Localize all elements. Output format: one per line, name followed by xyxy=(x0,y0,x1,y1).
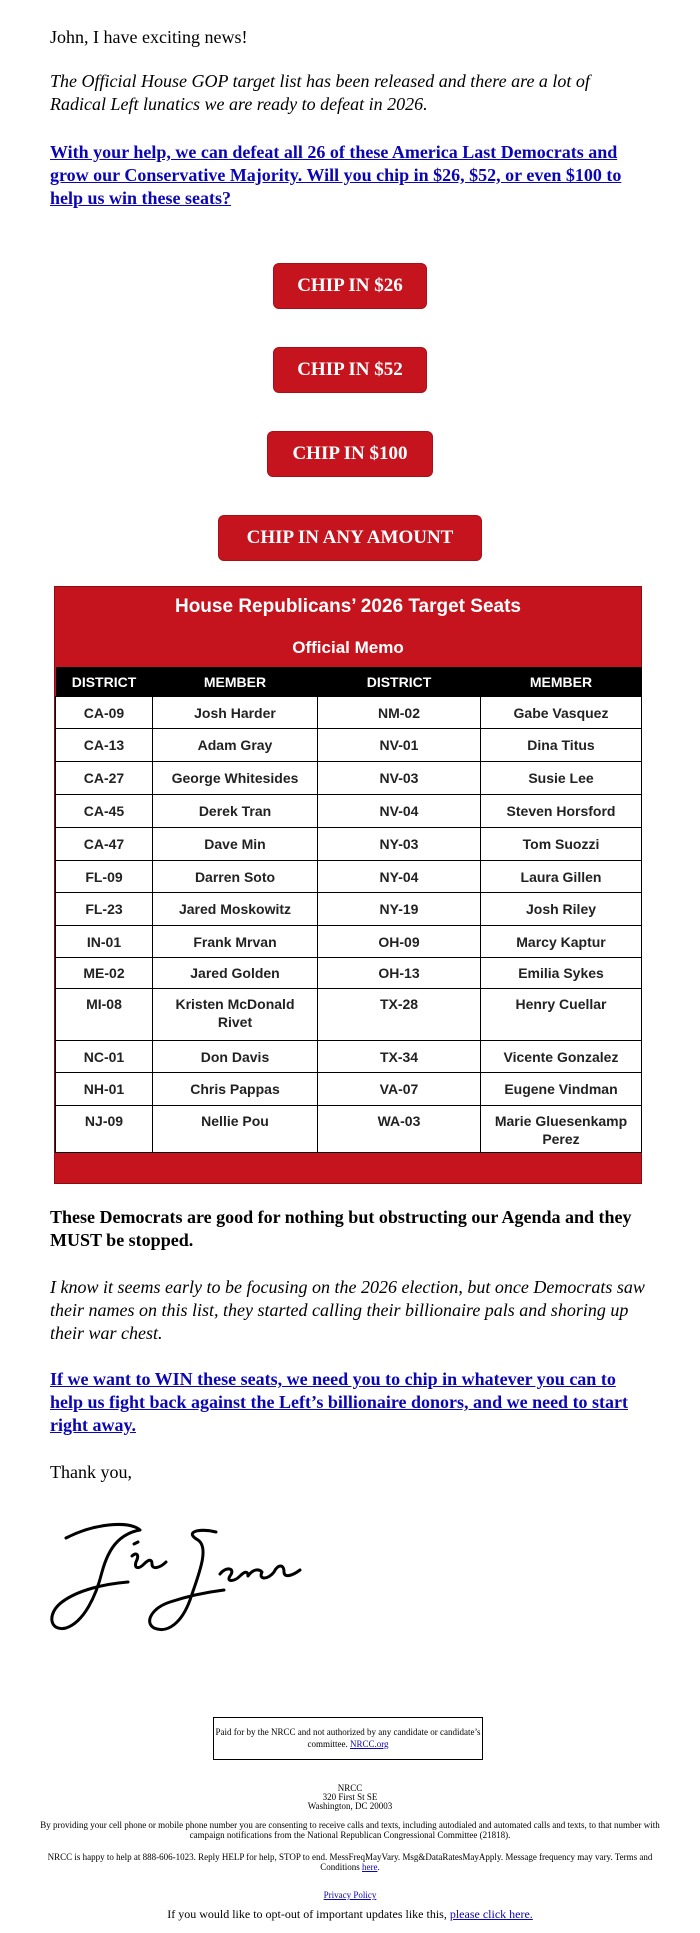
footer-privacy xyxy=(40,1890,660,1900)
table-row xyxy=(56,1106,642,1153)
district-cell: TX-34 xyxy=(318,1041,481,1073)
target-seats-table xyxy=(55,667,642,1153)
district-cell: FL-09 xyxy=(56,861,153,893)
greeting: John, I have exciting news! xyxy=(50,27,248,47)
member-cell: Jared Moskowitz xyxy=(153,893,318,926)
member-cell: Vicente Gonzalez xyxy=(481,1041,642,1073)
member-cell: Marie Gluesenkamp Perez xyxy=(481,1106,642,1153)
member-cell: Frank Mrvan xyxy=(153,926,318,958)
district-cell: NY-19 xyxy=(318,893,481,926)
paid-for-text: Paid for by the NRCC and not authorized by any candidate or candidate’s committee. xyxy=(215,1727,481,1749)
intro-paragraph: The Official House GOP target list has been released and there are a lot of Radical Left lunatics we are ready to defeat in 2026. xyxy=(50,71,590,114)
member-cell: Chris Pappas xyxy=(153,1073,318,1106)
district-cell: NY-04 xyxy=(318,861,481,893)
terms-link[interactable]: here xyxy=(362,1862,378,1872)
footer-optout xyxy=(40,1907,660,1921)
table-row xyxy=(56,1041,642,1073)
district-cell: NM-02 xyxy=(318,697,481,729)
table-row xyxy=(56,795,642,828)
paid-for-disclaimer xyxy=(213,1717,483,1760)
column-header: DISTRICT xyxy=(56,667,153,697)
optout-link[interactable]: please click here. xyxy=(449,1907,533,1921)
district-cell: OH-09 xyxy=(318,926,481,958)
district-cell: NY-03 xyxy=(318,828,481,861)
graphic-subtitle: Official Memo xyxy=(292,638,404,657)
member-cell: Susie Lee xyxy=(481,762,642,795)
table-header-row xyxy=(56,667,642,697)
member-cell: Tom Suozzi xyxy=(481,828,642,861)
district-cell: NJ-09 xyxy=(56,1106,153,1153)
table-row xyxy=(56,989,642,1041)
member-cell: Don Davis xyxy=(153,1041,318,1073)
district-cell: TX-28 xyxy=(318,989,481,1041)
member-cell: Gabe Vasquez xyxy=(481,697,642,729)
graphic-title: House Republicans’ 2026 Target Seats xyxy=(174,596,521,617)
district-cell: FL-23 xyxy=(56,893,153,926)
footer-help: NRCC is happy to help at 888-606-1023. Reply HELP for help, STOP to end. MessFreqMayVary. Msg&DataRatesMayApply. Message frequency may vary. Terms and Conditions here. xyxy=(47,1852,653,1872)
statement-paragraph: These Democrats are good for nothing but obstructing our Agenda and they MUST be stopped. xyxy=(50,1207,632,1250)
district-cell: NV-01 xyxy=(318,729,481,762)
table-row xyxy=(56,828,642,861)
member-cell: Nellie Pou xyxy=(153,1106,318,1153)
column-header: MEMBER xyxy=(481,667,642,697)
footer-org: NRCC xyxy=(337,1783,363,1793)
district-cell: OH-13 xyxy=(318,958,481,989)
member-cell: Eugene Vindman xyxy=(481,1073,642,1106)
signoff: Thank you, xyxy=(50,1462,132,1482)
table-row xyxy=(56,958,642,989)
district-cell: ME-02 xyxy=(56,958,153,989)
closing-appeal-paragraph xyxy=(50,1368,650,1437)
column-header: DISTRICT xyxy=(318,667,481,697)
footer-city: Washington, DC 20003 xyxy=(307,1801,393,1811)
privacy-policy-link[interactable]: Privacy Policy xyxy=(323,1890,377,1900)
table-row xyxy=(56,926,642,958)
nrcc-org-link[interactable]: NRCC.org xyxy=(349,1739,389,1749)
district-cell: CA-45 xyxy=(56,795,153,828)
optout-text: If you would like to opt-out of important updates like this, xyxy=(167,1907,447,1921)
district-cell: CA-13 xyxy=(56,729,153,762)
appeal-paragraph xyxy=(50,141,650,210)
table-row xyxy=(56,697,642,729)
district-cell: WA-03 xyxy=(318,1106,481,1153)
member-cell: Jared Golden xyxy=(153,958,318,989)
member-cell: Laura Gillen xyxy=(481,861,642,893)
district-cell: NC-01 xyxy=(56,1041,153,1073)
signature-image xyxy=(48,1510,308,1640)
district-cell: NV-04 xyxy=(318,795,481,828)
member-cell: Josh Harder xyxy=(153,697,318,729)
table-row xyxy=(56,1073,642,1106)
election-paragraph: I know it seems early to be focusing on the 2026 election, but once Democrats saw their names on this list, they started calling their billionaire pals and shoring up their war chest. xyxy=(50,1277,645,1343)
member-cell: Adam Gray xyxy=(153,729,318,762)
member-cell: George Whitesides xyxy=(153,762,318,795)
chip-in-26-button[interactable]: CHIP IN $26 xyxy=(274,264,426,308)
member-cell: Kristen McDonald Rivet xyxy=(153,989,318,1041)
column-header: MEMBER xyxy=(153,667,318,697)
footer-consent: By providing your cell phone or mobile phone number you are consenting to receive calls and texts, including autodialed and automated calls and texts, to that number with campaign notifications from the National Republican Congressional Committee (21818). xyxy=(40,1820,660,1840)
district-cell: VA-07 xyxy=(318,1073,481,1106)
table-row xyxy=(56,762,642,795)
member-cell: Dave Min xyxy=(153,828,318,861)
member-cell: Darren Soto xyxy=(153,861,318,893)
district-cell: CA-27 xyxy=(56,762,153,795)
district-cell: MI-08 xyxy=(56,989,153,1041)
district-cell: CA-47 xyxy=(56,828,153,861)
table-row xyxy=(56,729,642,762)
district-cell: CA-09 xyxy=(56,697,153,729)
member-cell: Derek Tran xyxy=(153,795,318,828)
member-cell: Henry Cuellar xyxy=(481,989,642,1041)
member-cell: Josh Riley xyxy=(481,893,642,926)
district-cell: IN-01 xyxy=(56,926,153,958)
appeal-donate-link[interactable]: With your help, we can defeat all 26 of these America Last Democrats and grow our Conservative Majority. Will you chip in $26, $52, or even $100 to help us win these seats? xyxy=(50,142,622,208)
member-cell: Dina Titus xyxy=(481,729,642,762)
target-seats-graphic[interactable] xyxy=(54,586,642,1184)
member-cell: Steven Horsford xyxy=(481,795,642,828)
district-cell: NV-03 xyxy=(318,762,481,795)
table-row xyxy=(56,861,642,893)
district-cell: NH-01 xyxy=(56,1073,153,1106)
footer-street: 320 First St SE xyxy=(322,1792,378,1802)
chip-in-any-amount-button[interactable]: CHIP IN ANY AMOUNT xyxy=(219,516,481,560)
footer-help-text: NRCC is happy to help at 888-606-1023. Reply HELP for help, STOP to end. MessFreqMayVary. Msg&DataRatesMayApply. Message frequency may vary. Terms and Conditions xyxy=(47,1852,653,1872)
table-row xyxy=(56,893,642,926)
closing-donate-link[interactable]: If we want to WIN these seats, we need you to chip in whatever you can to help us fight back against the Left’s billionaire donors, and we need to start right away. xyxy=(50,1369,629,1435)
member-cell: Emilia Sykes xyxy=(481,958,642,989)
chip-in-100-button[interactable]: CHIP IN $100 xyxy=(268,432,432,476)
chip-in-52-button[interactable]: CHIP IN $52 xyxy=(274,348,426,392)
member-cell: Marcy Kaptur xyxy=(481,926,642,958)
